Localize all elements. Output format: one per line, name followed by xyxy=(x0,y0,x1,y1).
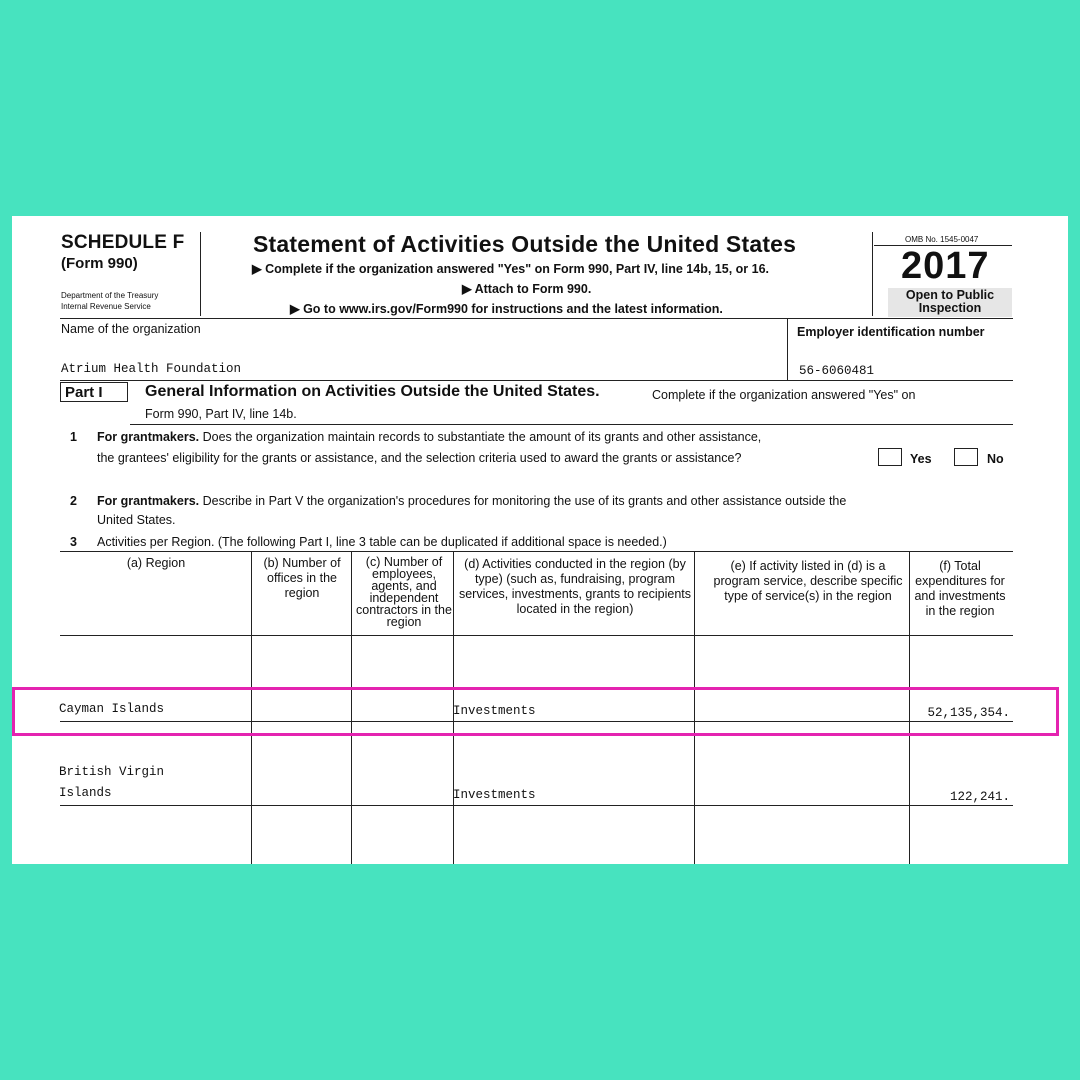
row-2-region-line-1: British Virgin xyxy=(59,765,165,779)
col-divider-2 xyxy=(351,552,352,864)
line3-number: 3 xyxy=(70,535,77,549)
line2-bold: For grantmakers. xyxy=(97,494,200,508)
row-1-activity: Investments xyxy=(453,704,536,718)
no-label: No xyxy=(987,452,1004,466)
line2-body: Describe in Part V the organization's procedures for monitoring the use of its grants and other assistance outside the xyxy=(202,494,847,508)
tax-year: 2017 xyxy=(901,245,990,287)
no-checkbox[interactable] xyxy=(954,448,978,466)
col-c-header: (c) Number of employees, agents, and independent contractors in the region xyxy=(356,555,452,629)
header-divider-right xyxy=(872,232,873,316)
header-divider-left xyxy=(200,232,201,316)
part-bottom-rule xyxy=(130,424,1013,425)
org-name-value: Atrium Health Foundation xyxy=(61,362,242,376)
col-a-header: (a) Region xyxy=(126,556,186,570)
col-d-header: (d) Activities conducted in the region (by type) (such as, fundraising, program services, investments, grants to recipients located in the region) xyxy=(458,557,692,616)
open-line-1: Open to Public xyxy=(905,288,995,302)
dept-line-2: Internal Revenue Service xyxy=(61,302,151,311)
row-1-region: Cayman Islands xyxy=(59,702,165,716)
row-1-rule xyxy=(60,721,1013,722)
col-f-header: (f) Total expenditures for and investments in the region xyxy=(914,559,1006,618)
part-title-tail: Complete if the organization answered "Yes" on xyxy=(652,388,916,402)
col-b-header: (b) Number of offices in the region xyxy=(263,556,341,600)
line2-text-2: United States. xyxy=(97,513,176,527)
col-divider-4 xyxy=(694,552,695,864)
line2-text xyxy=(97,494,846,508)
department-label xyxy=(61,290,158,312)
instruction-3: ▶ Go to www.irs.gov/Form990 for instructions and the latest information. xyxy=(290,302,723,316)
row-1-total: 52,135,354. xyxy=(927,706,1010,720)
part-title-line2: Form 990, Part IV, line 14b. xyxy=(145,407,297,421)
org-name-label: Name of the organization xyxy=(61,322,201,336)
line1-text-2: the grantees' eligibility for the grants or assistance, and the selection criteria used to award the grants or assistance? xyxy=(97,451,742,465)
dept-line-1: Department of the Treasury xyxy=(61,291,159,300)
open-to-public-badge xyxy=(888,288,1012,317)
open-line-2: Inspection xyxy=(918,301,982,315)
row-2-rule xyxy=(60,805,1013,806)
yes-label: Yes xyxy=(910,452,932,466)
part-title: General Information on Activities Outside the United States. xyxy=(145,383,600,400)
col-divider-1 xyxy=(251,552,252,864)
row-2-total: 122,241. xyxy=(949,790,1010,804)
ein-value: 56-6060481 xyxy=(799,364,875,378)
row-2-region-line-2: Islands xyxy=(59,786,112,800)
yes-checkbox[interactable] xyxy=(878,448,902,466)
line1-text xyxy=(97,430,761,444)
ein-label: Employer identification number xyxy=(797,325,985,339)
header-row-rule xyxy=(60,635,1013,636)
line1-bold: For grantmakers. xyxy=(97,430,200,444)
omb-number: OMB No. 1545-0047 xyxy=(905,235,979,244)
header-bottom-rule xyxy=(60,318,1013,319)
form-page xyxy=(12,216,1068,864)
instruction-1: ▶ Complete if the organization answered "Yes" on Form 990, Part IV, line 14b, 15, or 16. xyxy=(252,262,769,276)
form-title: Statement of Activities Outside the United States xyxy=(253,231,797,257)
line1-number: 1 xyxy=(70,430,77,444)
instruction-2: ▶ Attach to Form 990. xyxy=(462,282,592,296)
line2-number: 2 xyxy=(70,494,77,508)
line1-body: Does the organization maintain records to substantiate the amount of its grants and other assistance, xyxy=(202,430,762,444)
part-label: Part I xyxy=(60,382,128,402)
form-number: (Form 990) xyxy=(61,255,138,272)
org-bottom-rule xyxy=(60,380,1013,381)
row-2-activity: Investments xyxy=(453,788,536,802)
col-e-header: (e) If activity listed in (d) is a program service, describe specific type of service(s) in the region xyxy=(713,559,903,603)
schedule-title: SCHEDULE F xyxy=(61,232,185,253)
ein-divider xyxy=(787,318,788,380)
line3-text: Activities per Region. (The following Part I, line 3 table can be duplicated if additional space is needed.) xyxy=(97,535,667,549)
table-top-rule xyxy=(60,551,1013,552)
